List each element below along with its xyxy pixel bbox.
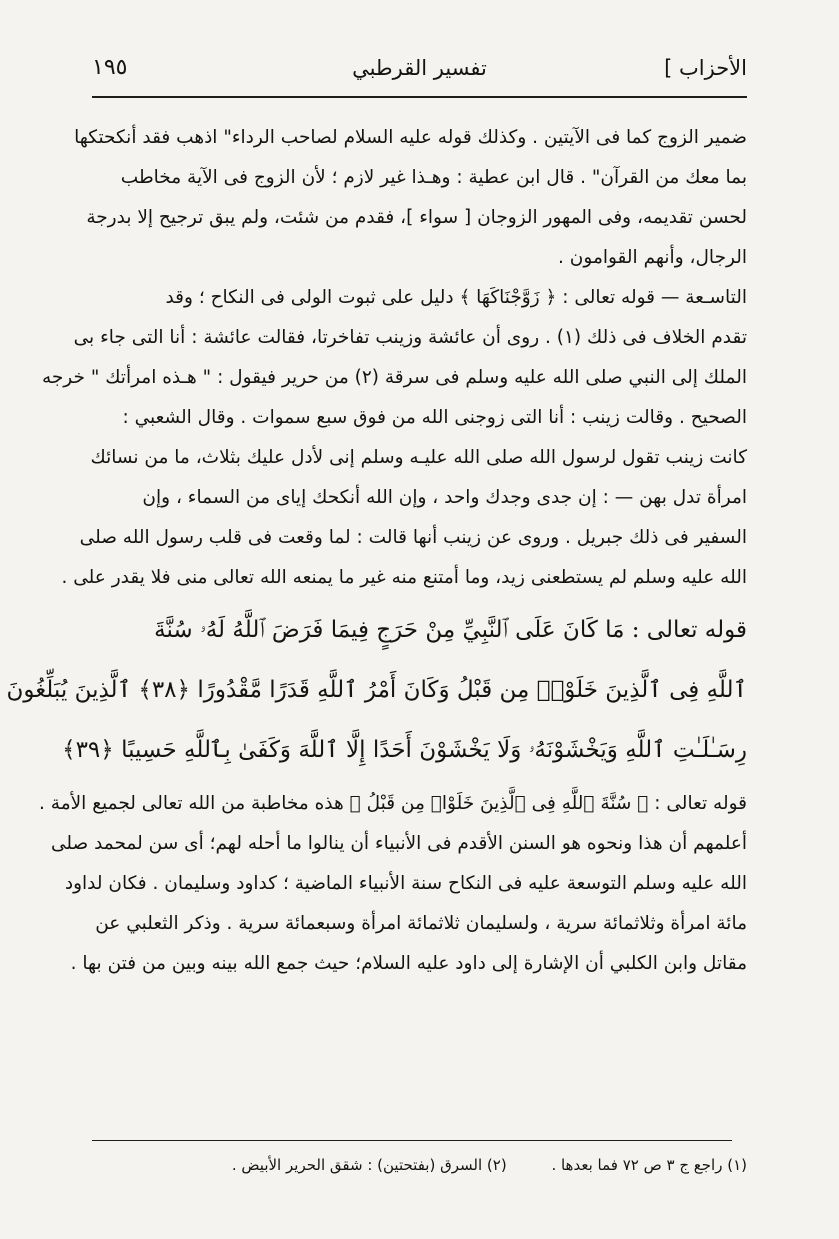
header-title: تفسير القرطبي (352, 56, 487, 80)
paragraph-1 (74, 118, 747, 278)
running-header (92, 42, 747, 94)
text-line: الله عليه وسلم التوسعة عليه فى النكاح سنة الأنبياء الماضية ؛ كداود وسليمان . فكان لداود (64, 873, 747, 894)
footnote-1: (١) راجع ج ٣ ص ٧٢ فما بعدها . (551, 1156, 747, 1174)
text-line: السفير فى ذلك جبريل . وروى عن زينب أنها قالت : لما وقعت فى قلب رسول الله صلى (79, 527, 747, 548)
text-line: الصحيح . وقالت زينب : أنا التى زوجنى الله من فوق سبع سموات . وقال الشعبي : (122, 407, 747, 428)
paragraph-3 (39, 784, 747, 984)
main-text (6, 118, 747, 984)
text-line: الله عليه وسلم لم يستطعنى زيد، وما أمتنع منه غير ما يمنعه الله تعالى منى فلا يقدر على . (61, 567, 747, 588)
text-line: لحسن تقديمه، وفى المهور الزوجان [ سواء ]، فقدم من شئت، ولم يبق ترجيح إلا بدرجة (86, 207, 747, 228)
header-surah-name: الأحزاب ] (664, 56, 747, 80)
quran-line: ٱللَّهِ فِى ٱلَّذِينَ خَلَوْا۟ مِن قَبْلُ وَكَانَ أَمْرُ ٱللَّهِ قَدَرًا مَّقْدُورًا ﴿٣٨﴾ ٱلَّذِينَ يُبَلِّغُونَ (6, 677, 747, 703)
footnote-2: (٢) السرق (بفتحتين) : شقق الحرير الأبيض . (231, 1156, 507, 1174)
quran-line: قوله تعالى : مَا كَانَ عَلَى ٱلنَّبِيِّ مِنْ حَرَجٍ فِيمَا فَرَضَ ٱللَّهُ لَهُۥ سُنَّةَ (154, 617, 747, 643)
text-line: الملك إلى النبي صلى الله عليه وسلم فى سرقة (٢) من حرير فيقول : " هـذه امرأتك " خرجه (41, 367, 747, 388)
quran-verse-block (6, 600, 747, 780)
footnotes (92, 1152, 747, 1178)
text-line: تقدم الخلاف فى ذلك (١) . روى أن عائشة وزينب تفاخرتا، فقالت عائشة : أنا التى جاء بى (73, 327, 747, 348)
page-number: ١٩٥ (92, 55, 128, 80)
text-line: بما معك من القرآن" . قال ابن عطية : وهـذا غير لازم ؛ لأن الزوج فى الآية مخاطب (120, 167, 747, 188)
footnote-divider (92, 1140, 732, 1141)
text-line: التاسـعة — قوله تعالى : ﴿ زَوَّجْنَاكَهَا ﴾ دليل على ثبوت الولى فى النكاح ؛ وقد (165, 287, 747, 308)
paragraph-2 (41, 278, 747, 598)
text-line: كانت زينب تقول لرسول الله صلى الله عليـه وسلم إنى لأدل عليك بثلاث، ما من نسائك (90, 447, 747, 468)
text-line: مائة امرأة وثلاثمائة سرية ، ولسليمان ثلاثمائة امرأة وسبعمائة سرية . وذكر الثعلبي عن (95, 913, 747, 934)
text-line: قوله تعالى : ﴿ سُنَّةَ ٱللَّهِ فِى ٱلَّذِينَ خَلَوْا۟ مِن قَبْلُ ﴾ هذه مخاطبة من الله تعالى لجميع الأمة . (39, 793, 747, 814)
text-line: أعلمهم أن هذا ونحوه هو السنن الأقدم فى الأنبياء أن ينالوا ما أحله لهم؛ أى سن لمحمد صلى (50, 833, 747, 854)
quran-line: رِسَـٰلَـٰتِ ٱللَّهِ وَيَخْشَوْنَهُۥ وَلَا يَخْشَوْنَ أَحَدًا إِلَّا ٱللَّهَ وَكَفَىٰ بِٱللَّهِ حَسِيبًا ﴿٣٩﴾ (62, 737, 747, 763)
text-line: مقاتل وابن الكلبي أن الإشارة إلى داود عليه السلام؛ حيث جمع الله بينه وبين من فتن بها . (70, 953, 747, 974)
text-line: امرأة تدل بهن — : إن جدى وجدك واحد ، وإن الله أنكحك إياى من السماء ، وإن (142, 487, 747, 508)
header-divider (92, 96, 747, 98)
text-line: ضمير الزوج كما فى الآيتين . وكذلك قوله عليه السلام لصاحب الرداء" اذهب فقد أنكحتكها (74, 127, 747, 148)
text-line: الرجال، وأنهم القوامون . (558, 247, 747, 268)
